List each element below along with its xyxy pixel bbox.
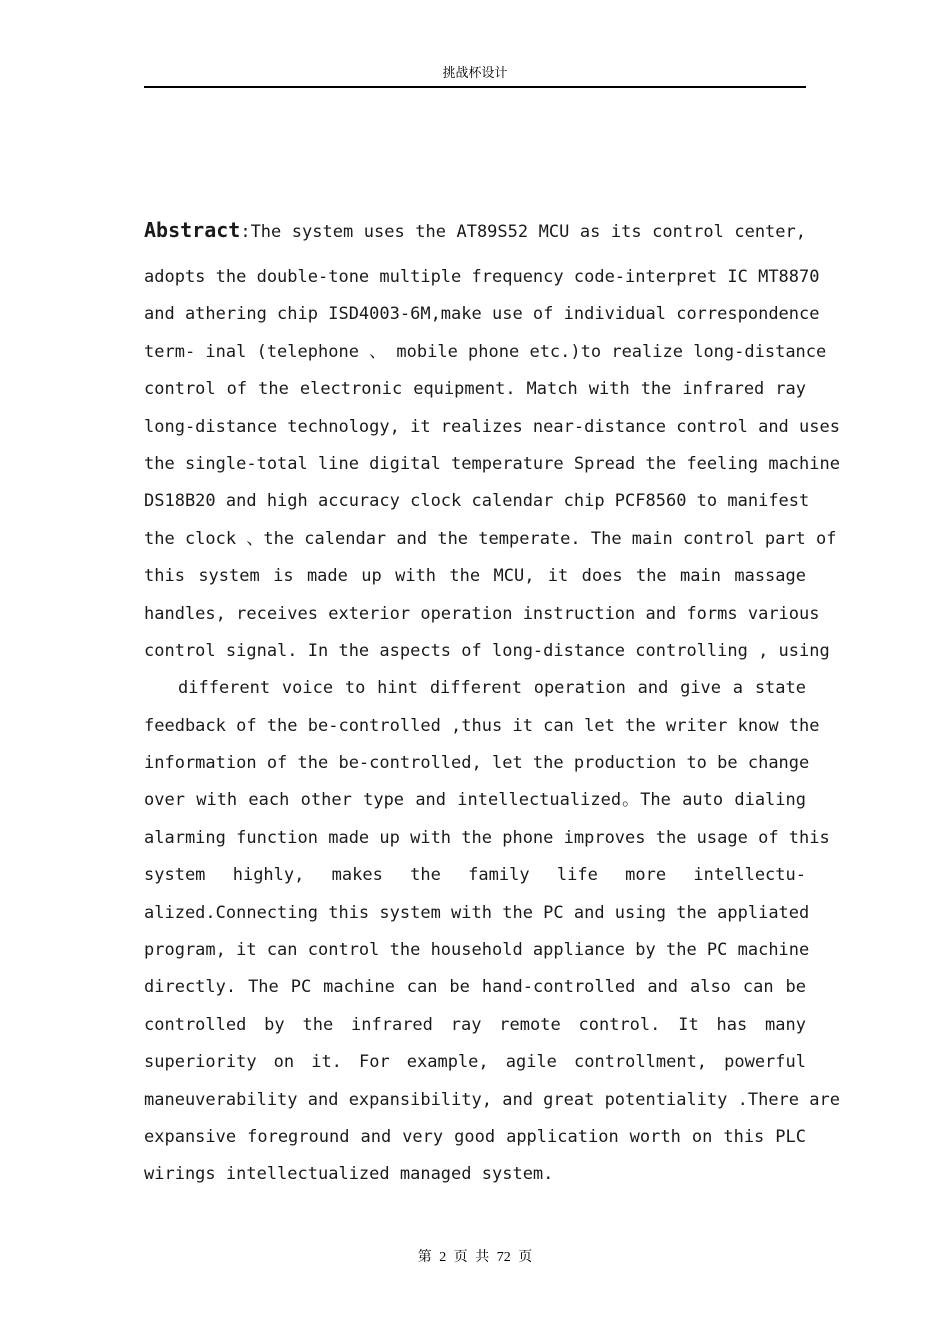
abstract-line: wirings intellectualized managed system.: [144, 1164, 554, 1185]
abstract-body: [144, 210, 840, 1194]
abstract-line: expansive foreground and very good application worth on this PLC: [144, 1126, 806, 1147]
abstract-line: term- inal (telephone 、 mobile phone etc.)to realize long-distance: [144, 341, 827, 362]
abstract-line: control signal. In the aspects of long-distance controlling , using: [144, 640, 830, 661]
abstract-line: control of the electronic equipment. Match with the infrared ray: [144, 379, 806, 400]
abstract-first-line-text: :The system uses the AT89S52 MCU as its control center,: [240, 222, 806, 242]
abstract-line: handles, receives exterior operation instruction and forms various: [144, 603, 820, 624]
page-number-footer: 第 2 页 共 72 页: [417, 1250, 533, 1265]
abstract-line: controlled by the infrared ray remote control. It has many: [144, 1014, 806, 1035]
abstract-line: alarming function made up with the phone improves the usage of this: [144, 827, 830, 848]
page-header-title: 挑战杯设计: [442, 66, 508, 81]
abstract-line: superiority on it. For example, agile controllment, powerful: [144, 1052, 806, 1073]
header-divider: [144, 86, 806, 88]
abstract-line: different voice to hint different operation and give a state: [178, 678, 806, 699]
abstract-line: maneuverability and expansibility, and great potentiality .There are: [144, 1089, 840, 1110]
abstract-line: over with each other type and intellectualized。The auto dialing: [144, 790, 806, 811]
abstract-label: Abstract: [144, 218, 241, 242]
abstract-line: the single-total line digital temperature Spread the feeling machine: [144, 453, 840, 474]
abstract-line: adopts the double-tone multiple frequency code-interpret IC MT8870: [144, 267, 820, 287]
abstract-line: information of the be-controlled, let the production to be change: [144, 753, 810, 774]
abstract-line: and athering chip ISD4003-6M,make use of individual correspondence: [144, 304, 820, 325]
abstract-line: long-distance technology, it realizes near-distance control and uses: [144, 416, 840, 437]
abstract-line: feedback of the be-controlled ,thus it can let the writer know the: [144, 715, 820, 736]
abstract-line: alized.Connecting this system with the PC and using the appliated: [144, 902, 810, 923]
abstract-line: the clock 、the calendar and the temperate. The main control part of: [144, 528, 837, 549]
abstract-first-line: [144, 210, 806, 250]
abstract-line: this system is made up with the MCU, it does the main massage: [144, 566, 806, 587]
abstract-line: DS18B20 and high accuracy clock calendar chip PCF8560 to manifest: [144, 491, 810, 512]
abstract-line: system highly, makes the family life more intellectu-: [144, 865, 806, 886]
abstract-line: directly. The PC machine can be hand-controlled and also can be: [144, 977, 806, 998]
abstract-line: program, it can control the household appliance by the PC machine: [144, 940, 810, 961]
